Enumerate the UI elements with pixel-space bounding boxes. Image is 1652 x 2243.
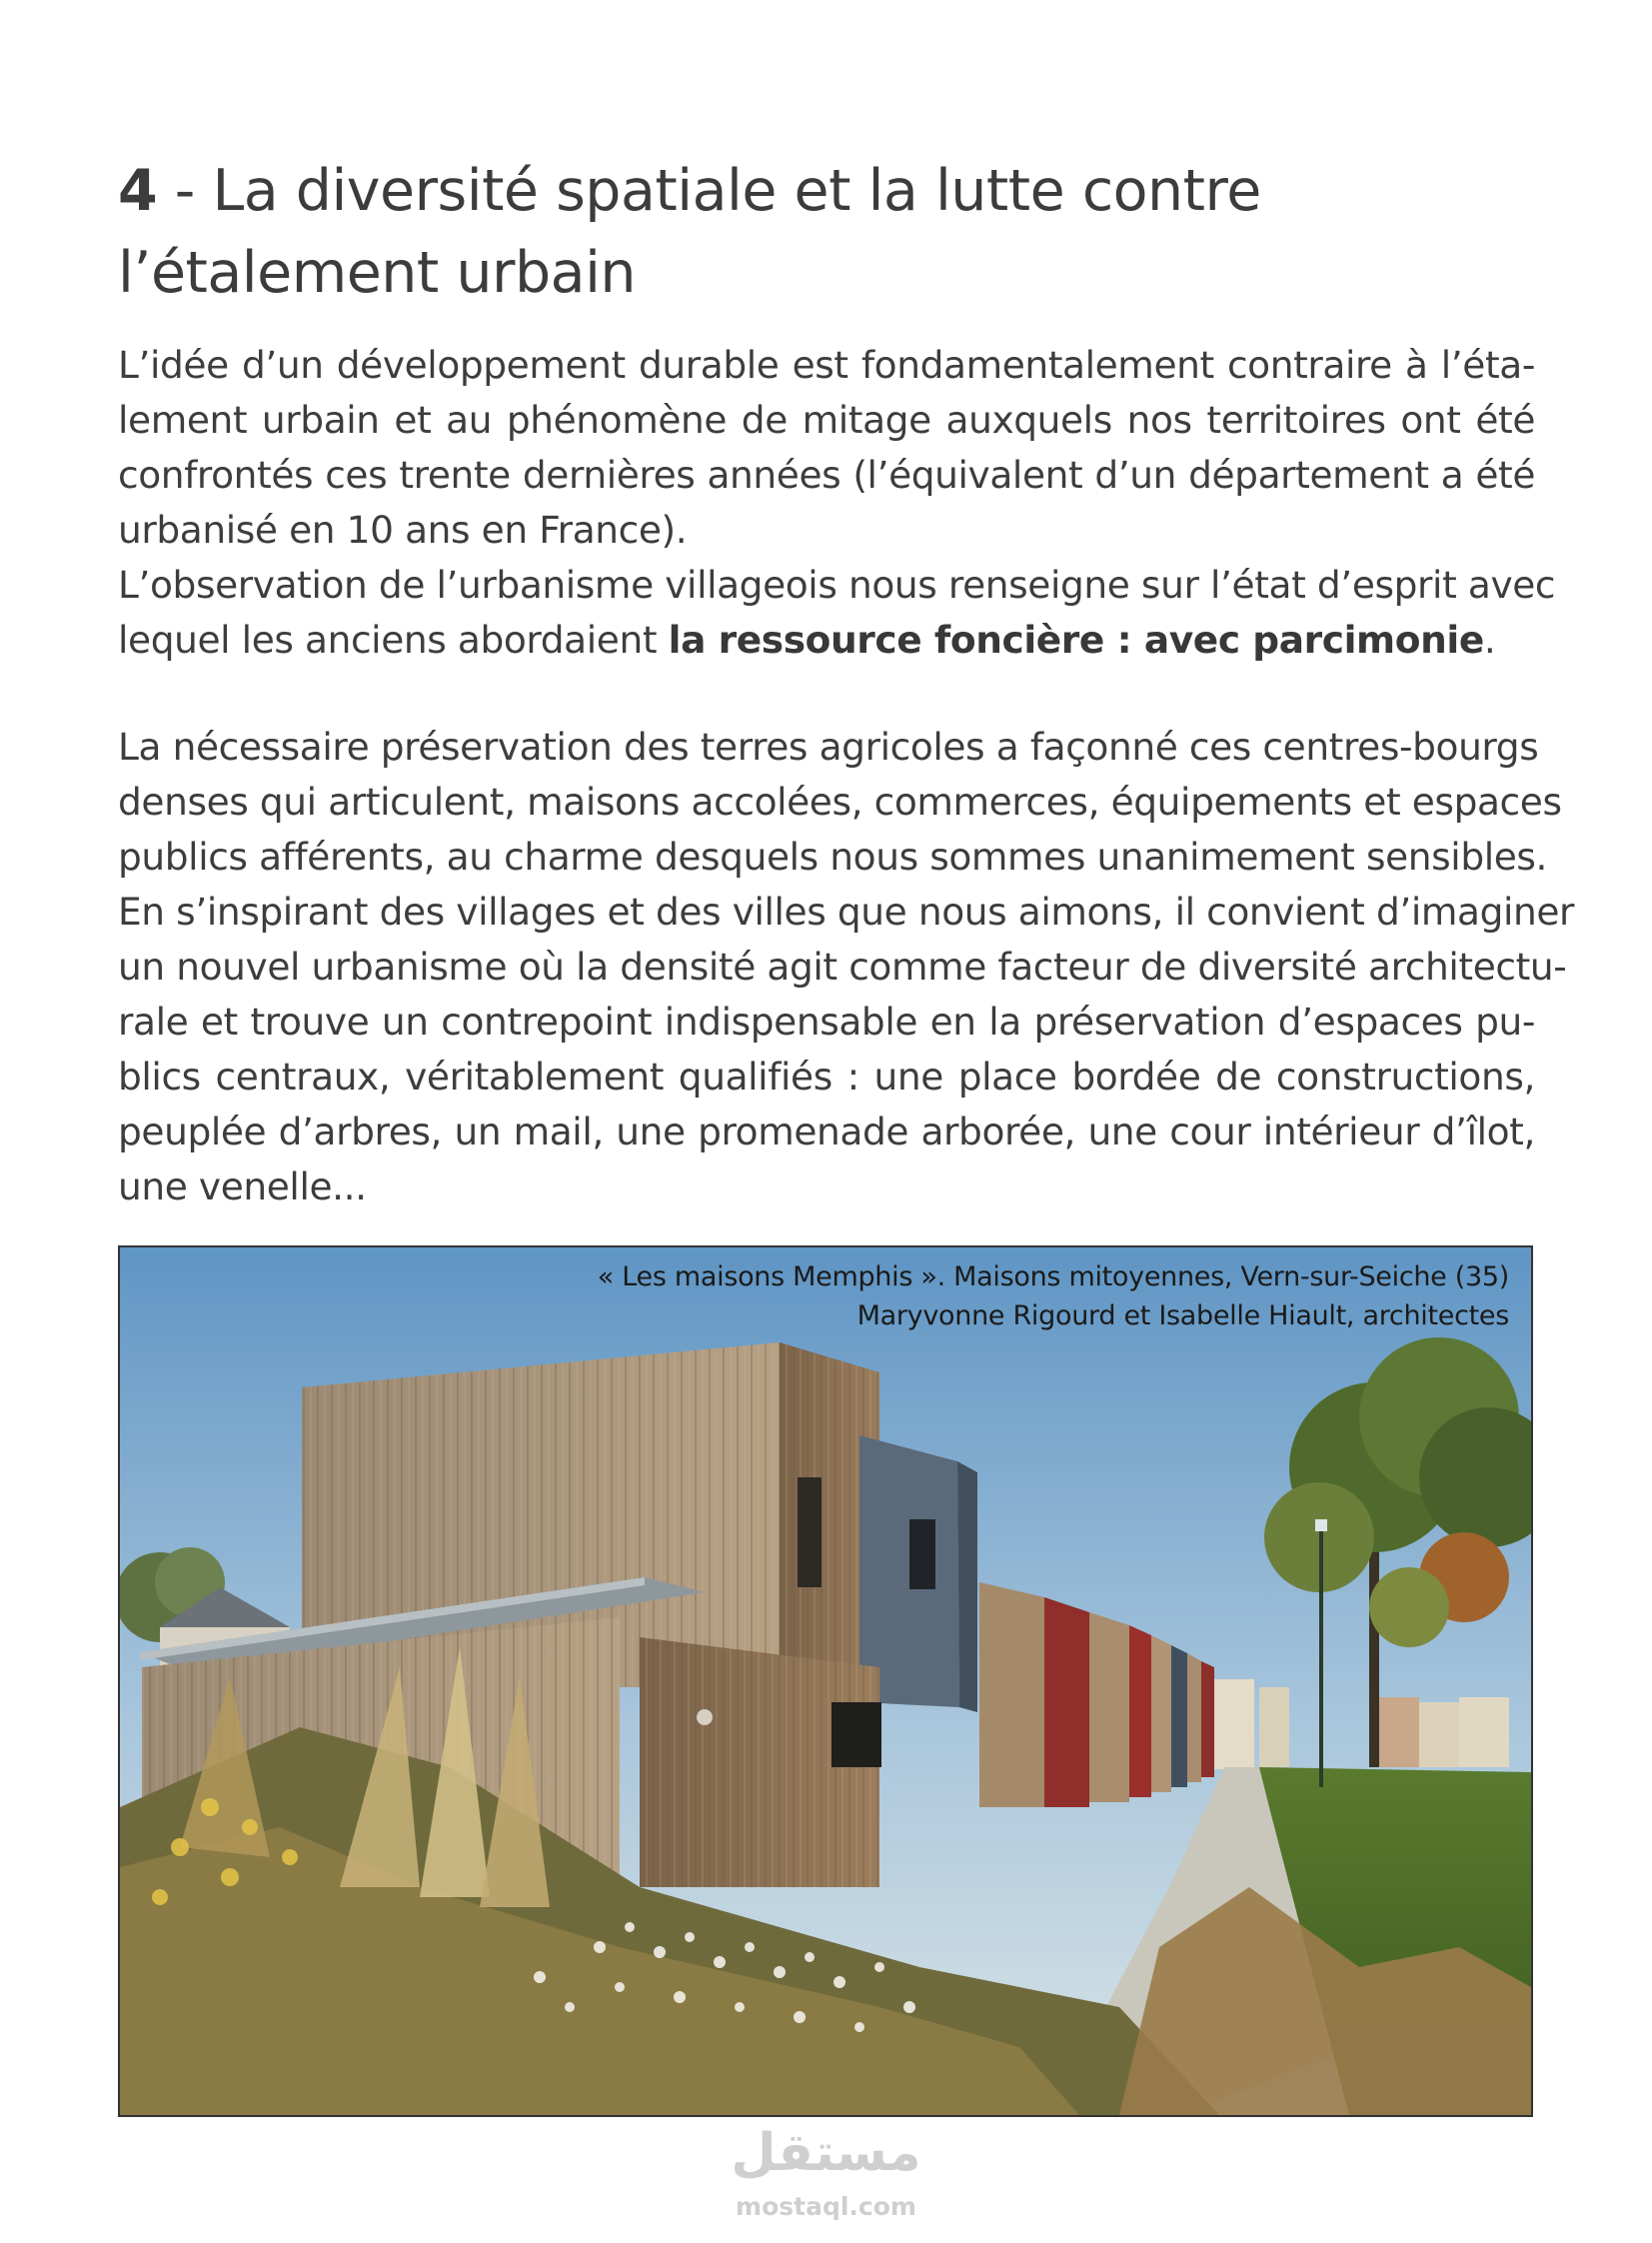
section-number: 4 xyxy=(118,158,158,225)
photo-caption xyxy=(598,1257,1509,1335)
text-line: peuplée d’arbres, un mail, une promenade arborée, une cour intérieur d’îlot, xyxy=(118,1110,1535,1153)
text-fragment: . xyxy=(1483,618,1496,662)
text-line: urbanisé en 10 ans en France). xyxy=(118,508,688,552)
paragraph-intro xyxy=(118,338,1556,668)
text-line: L’idée d’un développement durable est fondamentalement contraire à l’éta- xyxy=(118,343,1535,387)
text-line: En s’inspirant des villages et des villes que nous aimons, il convient d’imaginer xyxy=(118,890,1575,934)
page-title xyxy=(118,150,1537,314)
text-line xyxy=(118,613,1535,668)
text-line: lement urbain et au phénomène de mitage auxquels nos territoires ont été xyxy=(118,398,1535,442)
caption-credit: Maryvonne Rigourd et Isabelle Hiault, architectes xyxy=(856,1300,1509,1331)
emphasis-text: la ressource foncière : avec parcimonie xyxy=(668,618,1484,662)
text-line: denses qui articulent, maisons accolées, commerces, équipements et espaces xyxy=(118,780,1562,824)
text-line: blics centraux, véritablement qualifiés : une place bordée de constructions, xyxy=(118,1055,1535,1099)
text-line: La nécessaire préservation des terres agricoles a façonné ces centres-bourgs xyxy=(118,725,1539,769)
photo-illustration xyxy=(120,1247,1531,2115)
houses-photo xyxy=(118,1245,1533,2117)
caption-title: « Les maisons Memphis ». Maisons mitoyennes, Vern-sur-Seiche (35) xyxy=(597,1261,1509,1292)
watermark-logo: مستقل xyxy=(731,2123,921,2183)
text-line: un nouvel urbanisme où la densité agit comme facteur de diversité architectu- xyxy=(118,945,1567,989)
text-line: confrontés ces trente dernières années (l’équivalent d’un département a été xyxy=(118,453,1535,497)
paragraph-density xyxy=(118,720,1575,1214)
text-line: L’observation de l’urbanisme villageois nous renseigne sur l’état d’esprit avec xyxy=(118,563,1556,607)
text-line: rale et trouve un contrepoint indispensable en la préservation d’espaces pu- xyxy=(118,1000,1535,1044)
watermark-url: mostaql.com xyxy=(736,2192,916,2221)
text-line: une venelle... xyxy=(118,1164,367,1208)
text-line: publics afférents, au charme desquels nous sommes unanimement sensibles. xyxy=(118,835,1548,879)
text-fragment: lequel les anciens abordaient xyxy=(118,618,669,662)
section-title-text: - La diversité spatiale et la lutte contre l’étalement urbain xyxy=(118,158,1261,307)
